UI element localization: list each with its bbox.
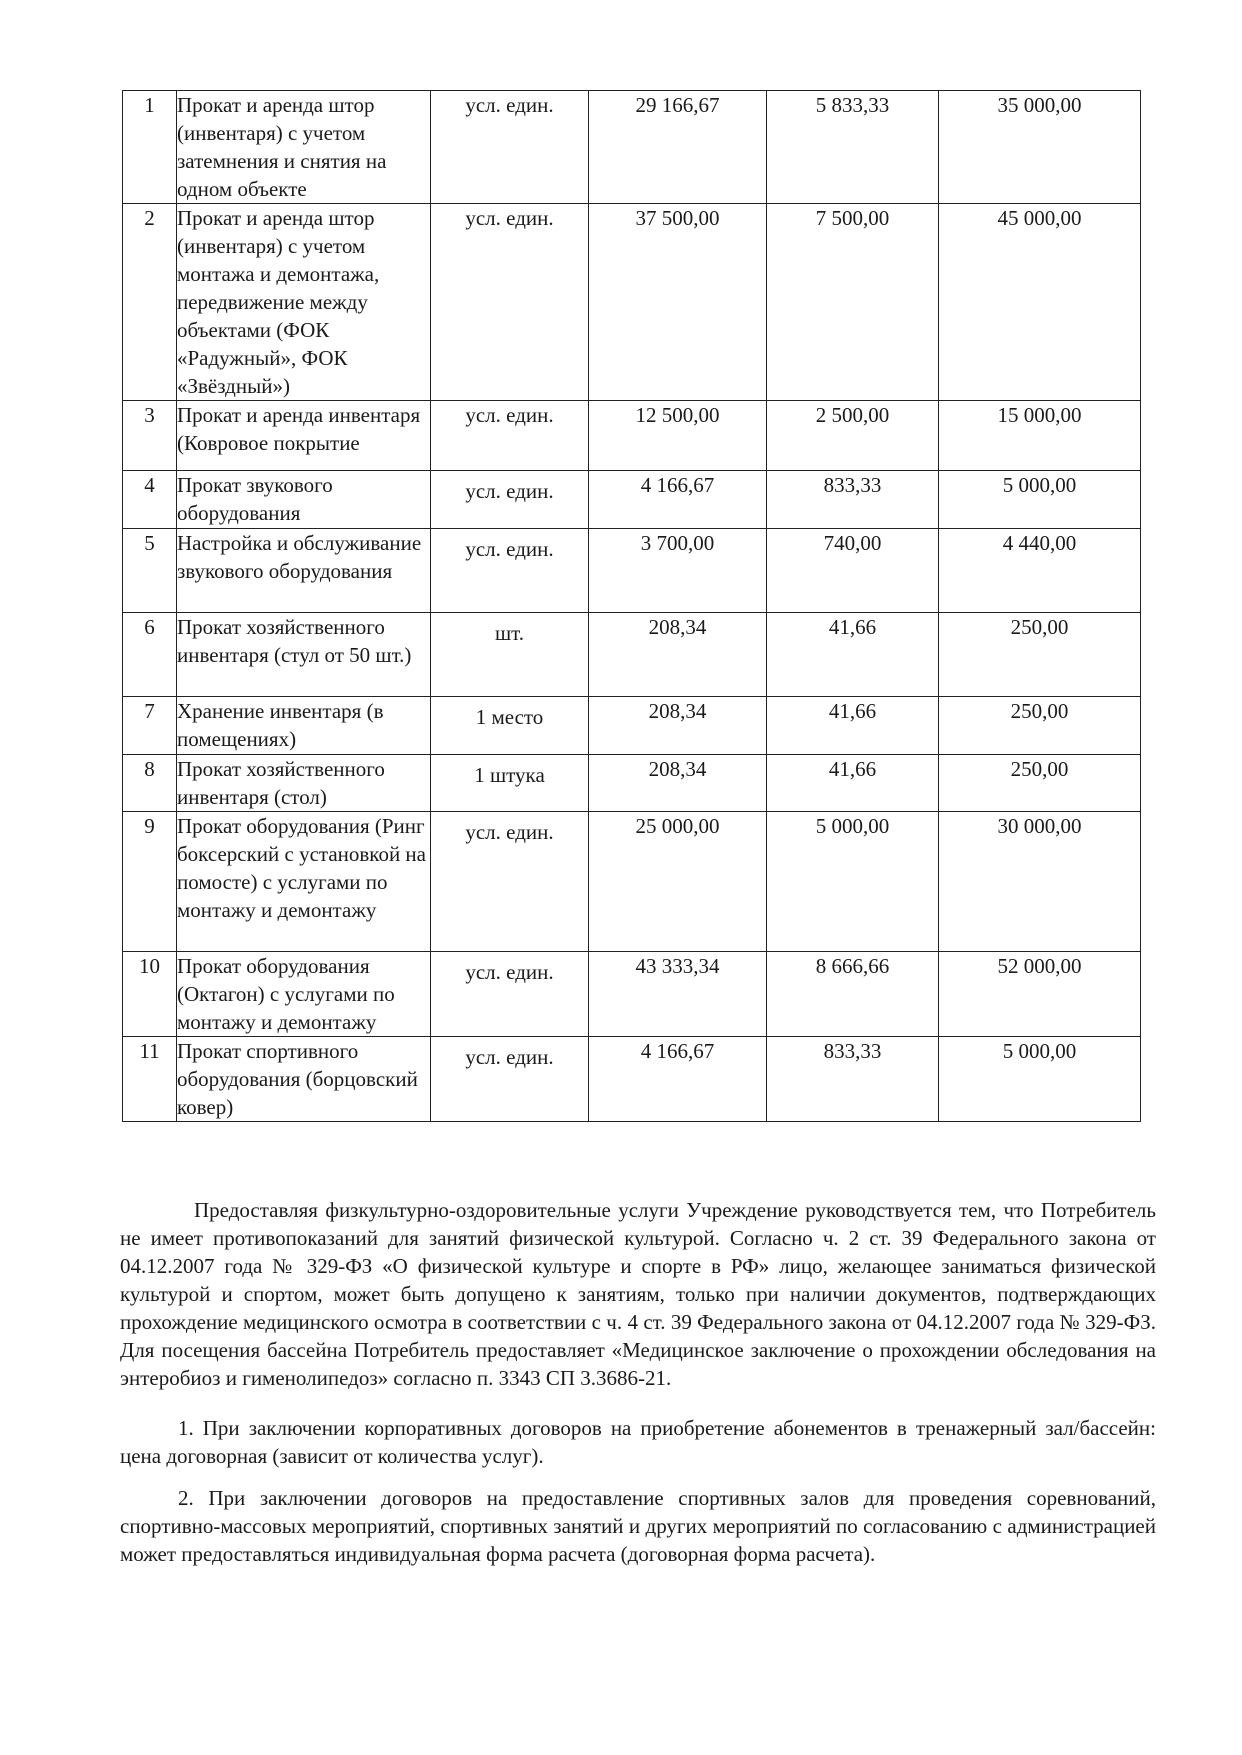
service-name: Прокат и аренда штор (инвентаря) с учетом затемнения и снятия на одном объекте bbox=[177, 91, 431, 204]
service-name: Прокат хозяйственного инвентаря (стул от 50 шт.) bbox=[177, 613, 431, 697]
total-cell: 15 000,00 bbox=[939, 401, 1141, 471]
service-name: Настройка и обслуживание звукового оборудования bbox=[177, 529, 431, 613]
service-name: Прокат и аренда штор (инвентаря) с учетом монтажа и демонтажа, передвижение между объектами (ФОК «Радужный», ФОК «Звёздный») bbox=[177, 204, 431, 401]
intro-paragraph: Предоставляя физкультурно-оздоровительные услуги Учреждение руководствуется тем, что Потребитель не имеет противопоказаний для занятий физической культурой. Согласно ч. 2 ст. 39 Федерального закона от 04.12.2007 года № 329-ФЗ «О физической культуре и спорте в РФ» лицо, желающее заниматься физической культурой и спортом, может быть допущено к занятиям, только при наличии документов, подтверждающих прохождение медицинского осмотра в соответствии с ч. 4 ст. 39 Федерального закона от 04.12.2007 года № 329-ФЗ. Для посещения бассейна Потребитель предоставляет «Медицинское заключение о прохождении обследования на энтеробиоз и гименолипедоз» согласно п. 3343 СП 3.3686-21. bbox=[120, 1198, 1156, 1390]
service-name: Хранение инвентаря (в помещениях) bbox=[177, 697, 431, 755]
price-table bbox=[122, 90, 1141, 1122]
unit-cell: 1 место bbox=[431, 697, 589, 755]
vat-cell: 41,66 bbox=[767, 697, 939, 755]
total-cell: 250,00 bbox=[939, 613, 1141, 697]
price-cell: 37 500,00 bbox=[589, 204, 767, 401]
price-cell: 208,34 bbox=[589, 613, 767, 697]
vat-cell: 41,66 bbox=[767, 613, 939, 697]
price-cell: 29 166,67 bbox=[589, 91, 767, 204]
vat-cell: 740,00 bbox=[767, 529, 939, 613]
vat-cell: 833,33 bbox=[767, 471, 939, 529]
total-cell: 5 000,00 bbox=[939, 1037, 1141, 1122]
total-cell: 5 000,00 bbox=[939, 471, 1141, 529]
row-number: 3 bbox=[123, 401, 177, 471]
row-number: 10 bbox=[123, 952, 177, 1037]
row-number: 1 bbox=[123, 91, 177, 204]
service-name: Прокат оборудования (Ринг боксерский с установкой на помосте) с услугами по монтажу и демонтажу bbox=[177, 812, 431, 952]
price-cell: 4 166,67 bbox=[589, 1037, 767, 1122]
unit-cell: усл. един. bbox=[431, 952, 589, 1037]
service-name: Прокат хозяйственного инвентаря (стол) bbox=[177, 755, 431, 812]
row-number: 5 bbox=[123, 529, 177, 613]
total-cell: 4 440,00 bbox=[939, 529, 1141, 613]
vat-cell: 5 000,00 bbox=[767, 812, 939, 952]
row-number: 4 bbox=[123, 471, 177, 529]
vat-cell: 8 666,66 bbox=[767, 952, 939, 1037]
table-row bbox=[123, 613, 1141, 697]
row-number: 9 bbox=[123, 812, 177, 952]
price-cell: 208,34 bbox=[589, 755, 767, 812]
unit-cell: шт. bbox=[431, 613, 589, 697]
unit-cell: усл. един. bbox=[431, 812, 589, 952]
table-row bbox=[123, 471, 1141, 529]
row-number: 2 bbox=[123, 204, 177, 401]
table-row bbox=[123, 697, 1141, 755]
table-row bbox=[123, 401, 1141, 471]
vat-cell: 2 500,00 bbox=[767, 401, 939, 471]
table-row bbox=[123, 204, 1141, 401]
total-cell: 35 000,00 bbox=[939, 91, 1141, 204]
price-cell: 12 500,00 bbox=[589, 401, 767, 471]
service-name: Прокат оборудования (Октагон) с услугами по монтажу и демонтажу bbox=[177, 952, 431, 1037]
total-cell: 45 000,00 bbox=[939, 204, 1141, 401]
table-row bbox=[123, 755, 1141, 812]
table-row bbox=[123, 529, 1141, 613]
vat-cell: 41,66 bbox=[767, 755, 939, 812]
vat-cell: 5 833,33 bbox=[767, 91, 939, 204]
table-row bbox=[123, 812, 1141, 952]
unit-cell: усл. един. bbox=[431, 91, 589, 204]
list-item: 2. При заключении договоров на предоставление спортивных залов для проведения соревнований, спортивно-массовых мероприятий, спортивных занятий и других мероприятий по согласованию с администрацией может предоставляться индивидуальная форма расчета (договорная форма расчета). bbox=[120, 1486, 1156, 1566]
table-row bbox=[123, 91, 1141, 204]
price-cell: 43 333,34 bbox=[589, 952, 767, 1037]
service-name: Прокат звукового оборудования bbox=[177, 471, 431, 529]
price-cell: 3 700,00 bbox=[589, 529, 767, 613]
service-name: Прокат спортивного оборудования (борцовский ковер) bbox=[177, 1037, 431, 1122]
unit-cell: усл. един. bbox=[431, 471, 589, 529]
total-cell: 250,00 bbox=[939, 697, 1141, 755]
total-cell: 30 000,00 bbox=[939, 812, 1141, 952]
row-number: 6 bbox=[123, 613, 177, 697]
row-number: 7 bbox=[123, 697, 177, 755]
unit-cell: усл. един. bbox=[431, 401, 589, 471]
row-number: 11 bbox=[123, 1037, 177, 1122]
total-cell: 250,00 bbox=[939, 755, 1141, 812]
unit-cell: 1 штука bbox=[431, 755, 589, 812]
unit-cell: усл. един. bbox=[431, 1037, 589, 1122]
price-cell: 208,34 bbox=[589, 697, 767, 755]
unit-cell: усл. един. bbox=[431, 204, 589, 401]
total-cell: 52 000,00 bbox=[939, 952, 1141, 1037]
table-row bbox=[123, 1037, 1141, 1122]
vat-cell: 833,33 bbox=[767, 1037, 939, 1122]
unit-cell: усл. един. bbox=[431, 529, 589, 613]
vat-cell: 7 500,00 bbox=[767, 204, 939, 401]
service-name: Прокат и аренда инвентаря (Ковровое покрытие bbox=[177, 401, 431, 471]
row-number: 8 bbox=[123, 755, 177, 812]
table-row bbox=[123, 952, 1141, 1037]
price-cell: 25 000,00 bbox=[589, 812, 767, 952]
list-item: 1. При заключении корпоративных договоров на приобретение абонементов в тренажерный зал/бассейн: цена договорная (зависит от количества услуг). bbox=[120, 1416, 1156, 1468]
price-cell: 4 166,67 bbox=[589, 471, 767, 529]
